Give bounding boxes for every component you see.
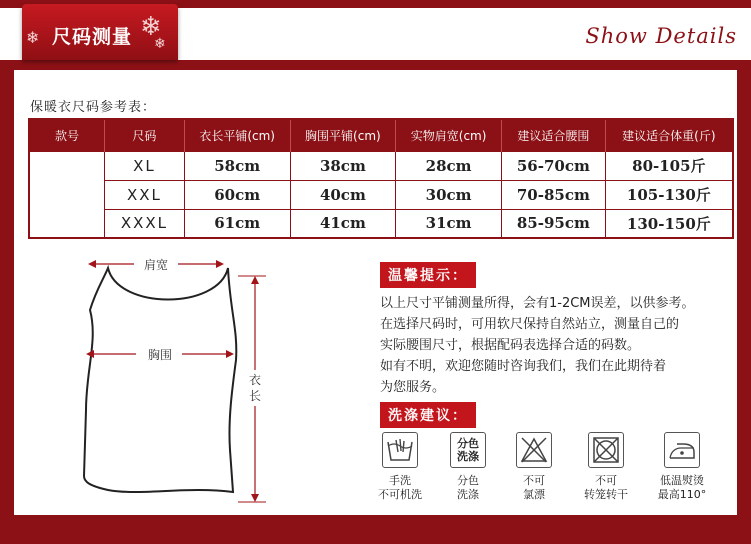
waist-cell: 85-95cm [501, 209, 605, 238]
no-tumble-dry-icon [588, 432, 624, 468]
snowflake-icon: ❄ [154, 36, 166, 52]
care-box-text: 分色 [457, 437, 479, 450]
column-header: 实物肩宽(cm) [396, 119, 502, 151]
length-cell: 60cm [184, 180, 290, 209]
care-label: 转笼转干 [584, 488, 628, 501]
tip-line: 以上尺寸平铺测量所得，会有1-2CM误差，以供参考。 [380, 296, 695, 311]
care-label: 不可 [523, 474, 545, 487]
tip-line: 如有不明，欢迎您随时咨询我们，我们在此期待着 [380, 359, 667, 374]
tank-top-outline [84, 268, 236, 492]
table-caption: 保暖衣尺码参考表： [30, 100, 157, 115]
table-header-row [29, 119, 733, 151]
care-label: 不可 [595, 474, 617, 487]
care-label: 洗涤 [457, 488, 479, 501]
chest-label: 胸围 [147, 348, 173, 362]
care-label: 不可机洗 [378, 488, 422, 501]
hand-wash-icon [382, 432, 418, 468]
no-bleach-icon [516, 432, 552, 468]
weight-cell: 130-150斤 [605, 209, 733, 238]
care-item [370, 432, 430, 502]
care-label: 最高110° [657, 488, 707, 501]
chest-cell: 41cm [290, 209, 396, 238]
size-cell: XXXL [105, 209, 185, 238]
tip-line: 在选择尺码时，可用软尺保持自然站立，测量自己的 [380, 317, 680, 332]
column-header: 衣长平铺(cm) [184, 119, 290, 151]
style-number-cell [29, 151, 105, 238]
arrowhead [251, 494, 259, 502]
waist-cell: 56-70cm [501, 151, 605, 180]
size-cell: XXL [105, 180, 185, 209]
wash-title: 洗涤建议： [380, 402, 476, 428]
frame-left [0, 70, 14, 544]
frame-bottom [0, 515, 751, 544]
shoulder-cell: 30cm [396, 180, 502, 209]
table-row [29, 209, 733, 238]
care-item [504, 432, 564, 502]
column-header: 款号 [29, 119, 105, 151]
table-row [29, 151, 733, 180]
length-cell: 58cm [184, 151, 290, 180]
chest-cell: 40cm [290, 180, 396, 209]
waist-cell: 70-85cm [501, 180, 605, 209]
snowflake-icon: ❄ [26, 28, 40, 47]
care-label: 分色 [457, 474, 479, 487]
size-table [28, 118, 734, 239]
tip-line: 实际腰围尺寸，根据配码表选择合适的码数。 [380, 338, 641, 353]
care-box-text: 洗涤 [457, 450, 479, 463]
column-header: 建议适合腰围 [501, 119, 605, 151]
tip-line: 为您服务。 [380, 380, 446, 395]
care-item [652, 432, 712, 502]
column-header: 尺码 [105, 119, 185, 151]
low-iron-icon [664, 432, 700, 468]
arrowhead [251, 276, 259, 284]
weight-cell: 105-130斤 [605, 180, 733, 209]
shoulder-label: 肩宽 [143, 258, 169, 272]
arrowhead [88, 260, 96, 268]
shoulder-cell: 31cm [396, 209, 502, 238]
arrowhead [216, 260, 224, 268]
length-label: 长 [248, 389, 262, 403]
care-label: 低温熨烫 [660, 474, 704, 487]
separate-wash-icon [450, 432, 486, 468]
snowflake-icon: ❄ [140, 12, 162, 42]
shoulder-cell: 28cm [396, 151, 502, 180]
care-item [438, 432, 498, 502]
column-header: 胸围平铺(cm) [290, 119, 396, 151]
header [0, 0, 751, 72]
column-header: 建议适合体重(斤) [605, 119, 733, 151]
length-cell: 61cm [184, 209, 290, 238]
garment-diagram [78, 250, 278, 512]
care-label: 手洗 [389, 474, 411, 487]
care-item [576, 432, 636, 502]
chest-cell: 38cm [290, 151, 396, 180]
care-label: 氯漂 [523, 488, 545, 501]
show-details-heading: Show Details [585, 24, 737, 48]
length-label: 衣 [248, 373, 262, 387]
frame-right [737, 70, 751, 544]
section-tab [22, 4, 178, 60]
tips-title: 温馨提示： [380, 262, 476, 288]
section-title: 尺码测量 [52, 26, 133, 48]
table-row [29, 180, 733, 209]
size-cell: XL [105, 151, 185, 180]
weight-cell: 80-105斤 [605, 151, 733, 180]
header-divider [0, 60, 751, 70]
